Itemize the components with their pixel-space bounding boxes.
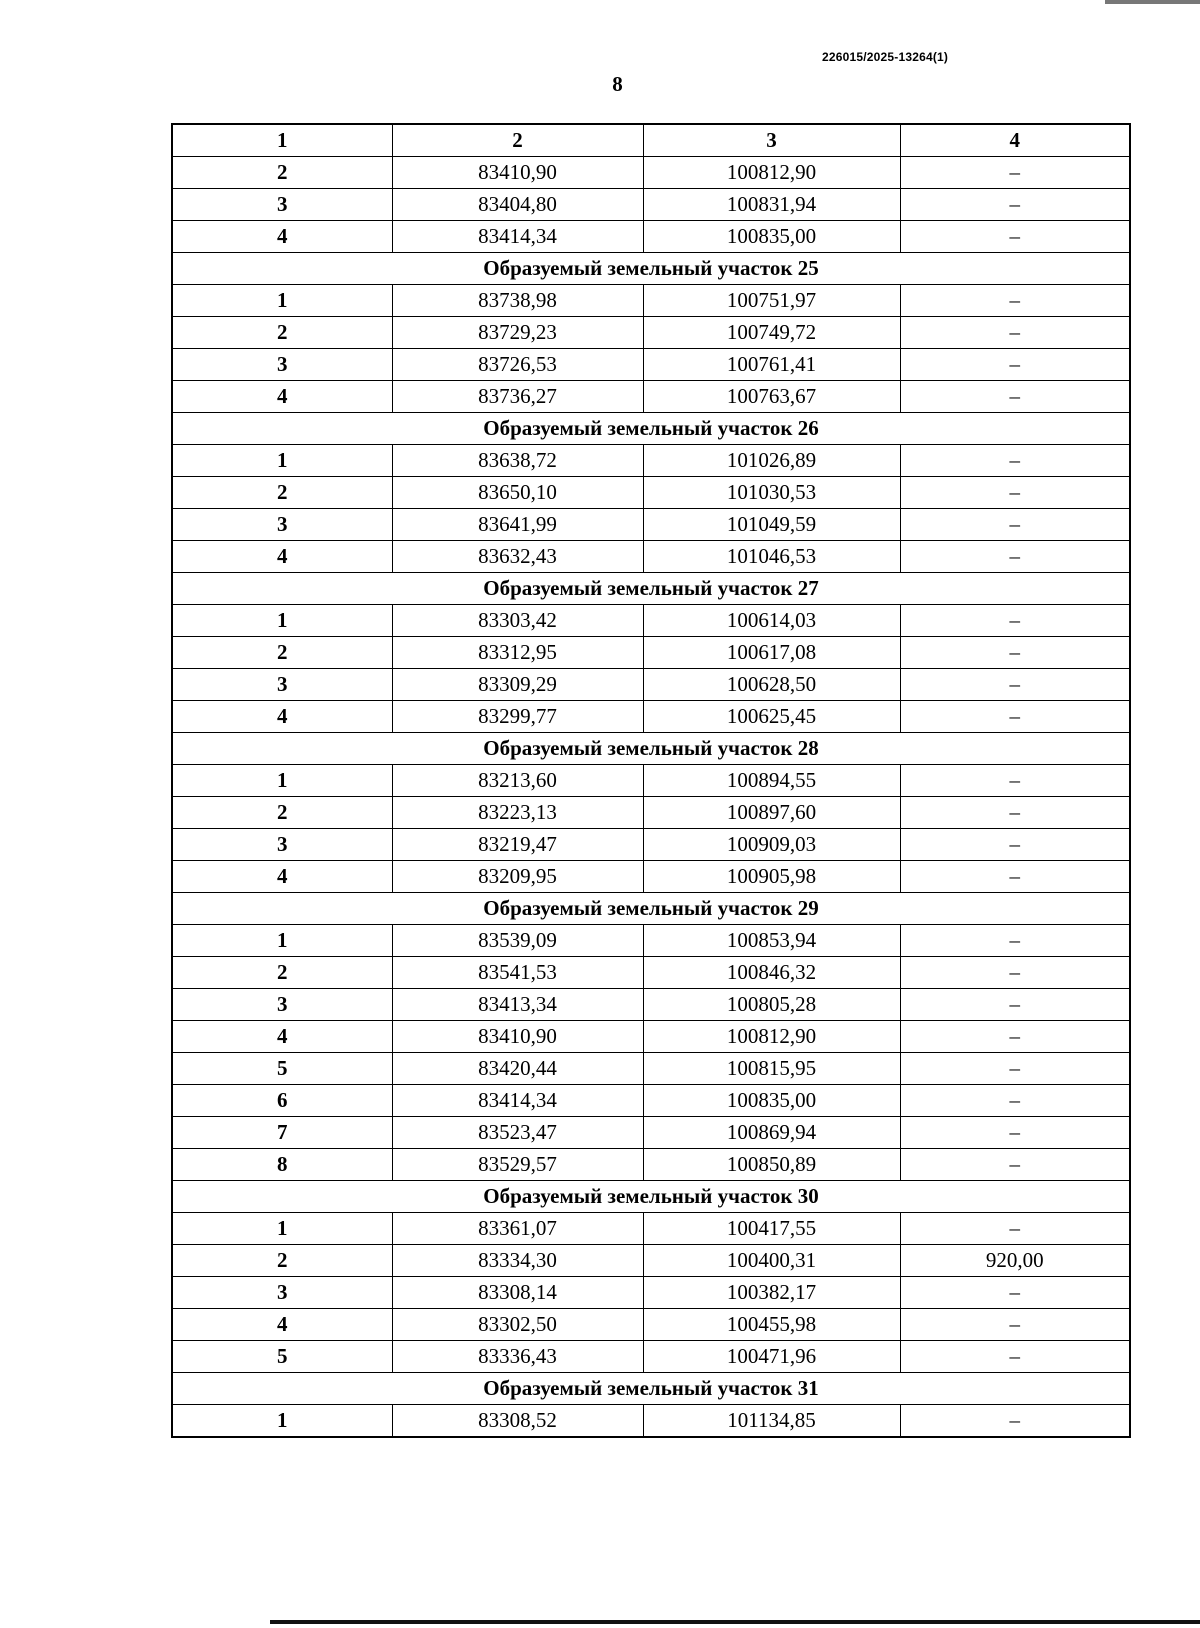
column-4-value: –: [900, 541, 1130, 573]
column-4-value: –: [900, 1149, 1130, 1181]
column-4-value: –: [900, 285, 1130, 317]
point-number: 4: [172, 381, 392, 413]
scan-edge-mark: [1105, 0, 1200, 4]
table-row: [172, 221, 1130, 253]
column-4-value: –: [900, 189, 1130, 221]
coordinate-y: 100812,90: [643, 1021, 900, 1053]
table-row: [172, 925, 1130, 957]
coordinate-x: 83410,90: [392, 157, 643, 189]
coordinate-y: 100850,89: [643, 1149, 900, 1181]
coordinate-x: 83410,90: [392, 1021, 643, 1053]
column-4-value: –: [900, 157, 1130, 189]
point-number: 4: [172, 861, 392, 893]
point-number: 3: [172, 989, 392, 1021]
point-number: 7: [172, 1117, 392, 1149]
column-header: 3: [643, 124, 900, 157]
coordinate-x: 83299,77: [392, 701, 643, 733]
table-row: [172, 765, 1130, 797]
column-4-value: –: [900, 1021, 1130, 1053]
coordinate-x: 83413,34: [392, 989, 643, 1021]
section-title: Образуемый земельный участок 28: [172, 733, 1130, 765]
section-title: Образуемый земельный участок 26: [172, 413, 1130, 445]
coordinate-y: 100894,55: [643, 765, 900, 797]
point-number: 1: [172, 1213, 392, 1245]
table-row: [172, 1149, 1130, 1181]
column-header: 4: [900, 124, 1130, 157]
table-row: [172, 1213, 1130, 1245]
table-row: [172, 285, 1130, 317]
coordinate-x: 83541,53: [392, 957, 643, 989]
coordinate-y: 100749,72: [643, 317, 900, 349]
column-4-value: –: [900, 221, 1130, 253]
point-number: 1: [172, 605, 392, 637]
section-title: Образуемый земельный участок 29: [172, 893, 1130, 925]
table-header-row: [172, 124, 1130, 157]
point-number: 3: [172, 349, 392, 381]
point-number: 2: [172, 1245, 392, 1277]
column-4-value: –: [900, 509, 1130, 541]
point-number: 2: [172, 637, 392, 669]
coordinate-y: 100455,98: [643, 1309, 900, 1341]
column-4-value: –: [900, 349, 1130, 381]
column-4-value: –: [900, 605, 1130, 637]
table-body: [172, 157, 1130, 1438]
scan-bottom-rule: [270, 1620, 1200, 1624]
coordinate-x: 83309,29: [392, 669, 643, 701]
column-4-value: –: [900, 797, 1130, 829]
point-number: 5: [172, 1341, 392, 1373]
table-row: [172, 1309, 1130, 1341]
section-header-row: [172, 893, 1130, 925]
page-number: 8: [612, 72, 623, 96]
coordinate-y: 100909,03: [643, 829, 900, 861]
column-header: 2: [392, 124, 643, 157]
table-row: [172, 1277, 1130, 1309]
coordinate-y: 100869,94: [643, 1117, 900, 1149]
section-header-row: [172, 1373, 1130, 1405]
point-number: 1: [172, 925, 392, 957]
point-number: 4: [172, 1021, 392, 1053]
point-number: 1: [172, 285, 392, 317]
coordinate-x: 83736,27: [392, 381, 643, 413]
column-4-value: –: [900, 1085, 1130, 1117]
coordinate-x: 83420,44: [392, 1053, 643, 1085]
coordinate-x: 83334,30: [392, 1245, 643, 1277]
column-4-value: –: [900, 1053, 1130, 1085]
coordinate-y: 100382,17: [643, 1277, 900, 1309]
column-4-value: –: [900, 1341, 1130, 1373]
table-row: [172, 861, 1130, 893]
table-row: [172, 637, 1130, 669]
column-4-value: 920,00: [900, 1245, 1130, 1277]
table-row: [172, 1053, 1130, 1085]
point-number: 3: [172, 1277, 392, 1309]
coordinate-y: 100763,67: [643, 381, 900, 413]
table-row: [172, 1405, 1130, 1438]
column-4-value: –: [900, 957, 1130, 989]
column-4-value: –: [900, 861, 1130, 893]
coordinate-x: 83308,52: [392, 1405, 643, 1438]
point-number: 4: [172, 221, 392, 253]
section-header-row: [172, 413, 1130, 445]
coordinate-x: 83638,72: [392, 445, 643, 477]
table-row: [172, 1021, 1130, 1053]
point-number: 3: [172, 509, 392, 541]
coordinate-x: 83336,43: [392, 1341, 643, 1373]
point-number: 3: [172, 669, 392, 701]
coordinate-y: 100614,03: [643, 605, 900, 637]
coordinate-y: 101030,53: [643, 477, 900, 509]
coordinate-x: 83308,14: [392, 1277, 643, 1309]
coordinate-y: 100815,95: [643, 1053, 900, 1085]
coordinate-y: 100625,45: [643, 701, 900, 733]
coordinate-x: 83312,95: [392, 637, 643, 669]
section-title: Образуемый земельный участок 25: [172, 253, 1130, 285]
table-row: [172, 1117, 1130, 1149]
table-row: [172, 477, 1130, 509]
coordinate-y: 101049,59: [643, 509, 900, 541]
coordinate-x: 83302,50: [392, 1309, 643, 1341]
table-row: [172, 797, 1130, 829]
column-4-value: –: [900, 989, 1130, 1021]
coordinate-x: 83219,47: [392, 829, 643, 861]
section-header-row: [172, 573, 1130, 605]
coordinate-x: 83726,53: [392, 349, 643, 381]
coordinate-y: 100897,60: [643, 797, 900, 829]
coordinate-x: 83414,34: [392, 221, 643, 253]
table-row: [172, 989, 1130, 1021]
column-4-value: –: [900, 701, 1130, 733]
coordinate-y: 100617,08: [643, 637, 900, 669]
coordinate-x: 83404,80: [392, 189, 643, 221]
table-row: [172, 509, 1130, 541]
section-header-row: [172, 1181, 1130, 1213]
point-number: 3: [172, 189, 392, 221]
coordinate-y: 100846,32: [643, 957, 900, 989]
coordinate-y: 100751,97: [643, 285, 900, 317]
coordinate-x: 83213,60: [392, 765, 643, 797]
column-4-value: –: [900, 317, 1130, 349]
coordinate-y: 100812,90: [643, 157, 900, 189]
column-4-value: –: [900, 1117, 1130, 1149]
table-row: [172, 605, 1130, 637]
coordinate-y: 100835,00: [643, 221, 900, 253]
column-4-value: –: [900, 1405, 1130, 1438]
coordinate-x: 83738,98: [392, 285, 643, 317]
column-4-value: –: [900, 381, 1130, 413]
column-4-value: –: [900, 1309, 1130, 1341]
column-4-value: –: [900, 829, 1130, 861]
coordinate-y: 100761,41: [643, 349, 900, 381]
table-row: [172, 1341, 1130, 1373]
point-number: 4: [172, 701, 392, 733]
section-header-row: [172, 253, 1130, 285]
point-number: 2: [172, 317, 392, 349]
coordinate-x: 83361,07: [392, 1213, 643, 1245]
column-4-value: –: [900, 1277, 1130, 1309]
column-4-value: –: [900, 445, 1130, 477]
column-4-value: –: [900, 1213, 1130, 1245]
coordinate-x: 83223,13: [392, 797, 643, 829]
coordinates-table-container: [171, 123, 1129, 1438]
coordinate-x: 83539,09: [392, 925, 643, 957]
coordinate-x: 83303,42: [392, 605, 643, 637]
point-number: 6: [172, 1085, 392, 1117]
table-row: [172, 541, 1130, 573]
document-number: 226015/2025-13264(1): [822, 50, 949, 64]
coordinate-y: 100471,96: [643, 1341, 900, 1373]
table-row: [172, 957, 1130, 989]
coordinate-y: 101134,85: [643, 1405, 900, 1438]
coordinate-y: 100400,31: [643, 1245, 900, 1277]
coordinate-y: 100835,00: [643, 1085, 900, 1117]
coordinate-x: 83529,57: [392, 1149, 643, 1181]
coordinates-table: [171, 123, 1131, 1438]
point-number: 1: [172, 1405, 392, 1438]
table-row: [172, 445, 1130, 477]
point-number: 2: [172, 797, 392, 829]
section-title: Образуемый земельный участок 30: [172, 1181, 1130, 1213]
coordinate-x: 83650,10: [392, 477, 643, 509]
coordinate-y: 100831,94: [643, 189, 900, 221]
point-number: 1: [172, 765, 392, 797]
column-header: 1: [172, 124, 392, 157]
column-4-value: –: [900, 669, 1130, 701]
table-row: [172, 669, 1130, 701]
table-row: [172, 701, 1130, 733]
table-row: [172, 381, 1130, 413]
coordinate-x: 83632,43: [392, 541, 643, 573]
coordinate-y: 101026,89: [643, 445, 900, 477]
coordinate-x: 83209,95: [392, 861, 643, 893]
coordinate-y: 100905,98: [643, 861, 900, 893]
point-number: 3: [172, 829, 392, 861]
point-number: 1: [172, 445, 392, 477]
column-4-value: –: [900, 477, 1130, 509]
point-number: 4: [172, 1309, 392, 1341]
point-number: 4: [172, 541, 392, 573]
column-4-value: –: [900, 637, 1130, 669]
coordinate-x: 83729,23: [392, 317, 643, 349]
point-number: 5: [172, 1053, 392, 1085]
coordinate-y: 100628,50: [643, 669, 900, 701]
point-number: 2: [172, 957, 392, 989]
point-number: 8: [172, 1149, 392, 1181]
coordinate-x: 83641,99: [392, 509, 643, 541]
table-row: [172, 189, 1130, 221]
table-row: [172, 1245, 1130, 1277]
table-row: [172, 349, 1130, 381]
table-row: [172, 1085, 1130, 1117]
table-row: [172, 157, 1130, 189]
column-4-value: –: [900, 765, 1130, 797]
point-number: 2: [172, 477, 392, 509]
section-title: Образуемый земельный участок 27: [172, 573, 1130, 605]
column-4-value: –: [900, 925, 1130, 957]
coordinate-y: 101046,53: [643, 541, 900, 573]
section-header-row: [172, 733, 1130, 765]
coordinate-x: 83414,34: [392, 1085, 643, 1117]
coordinate-x: 83523,47: [392, 1117, 643, 1149]
point-number: 2: [172, 157, 392, 189]
coordinate-y: 100805,28: [643, 989, 900, 1021]
table-row: [172, 317, 1130, 349]
table-row: [172, 829, 1130, 861]
section-title: Образуемый земельный участок 31: [172, 1373, 1130, 1405]
coordinate-y: 100853,94: [643, 925, 900, 957]
coordinate-y: 100417,55: [643, 1213, 900, 1245]
